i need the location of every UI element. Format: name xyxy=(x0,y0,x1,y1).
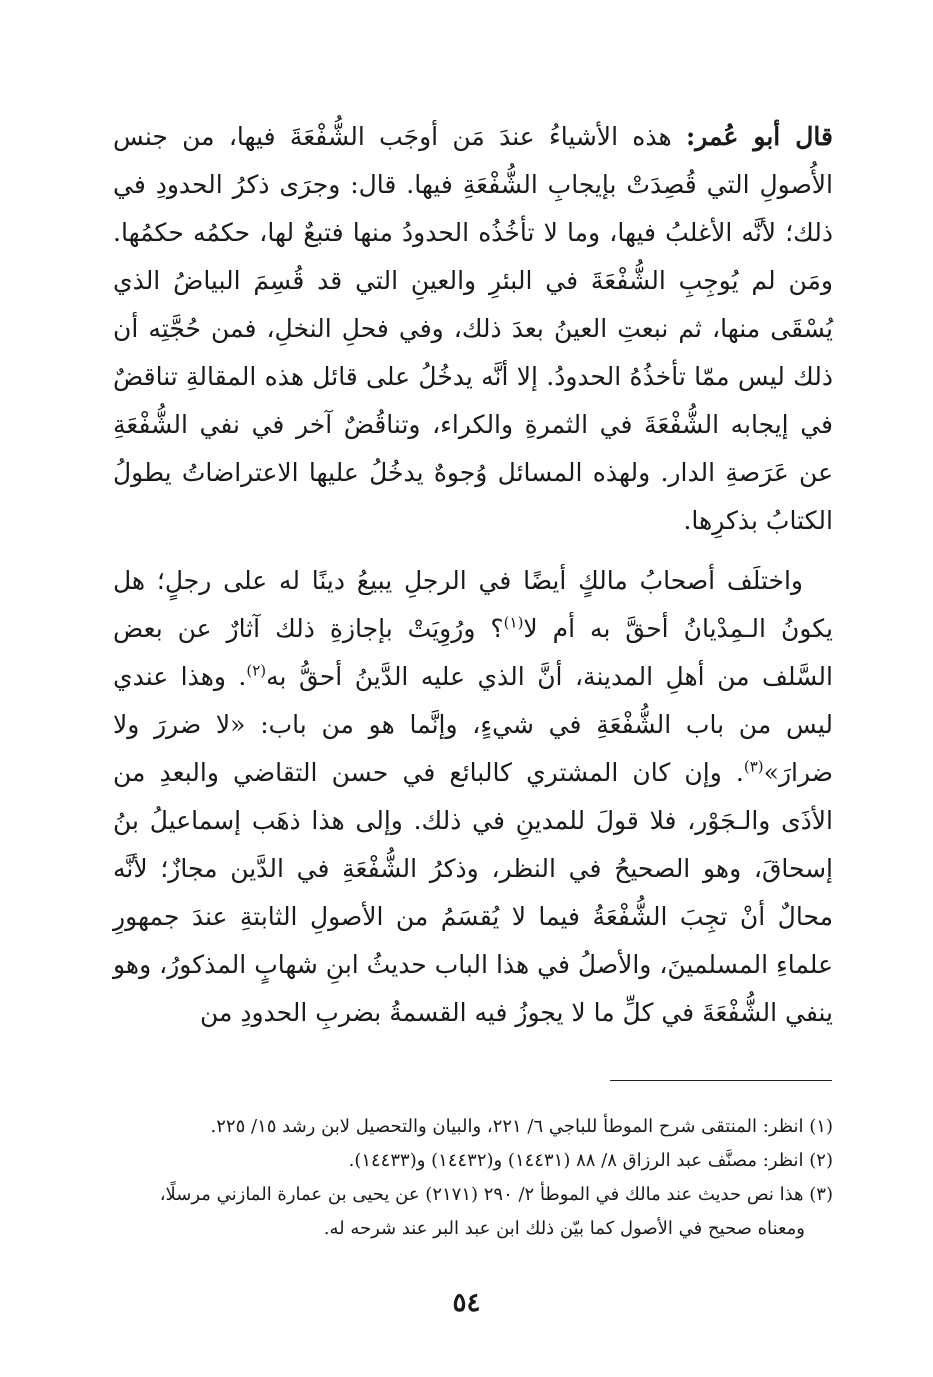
footnote-ref-2[interactable]: (٢) xyxy=(246,661,267,680)
paragraph-2-part-1: واختلَف أصحابُ مالكٍ أيضًا في الرجلِ يبيعُ دينًا له على رجلٍ؛ هل يكونُ الـمِدْيانُ أحقَّ به أم لا xyxy=(113,566,833,643)
footnote-3: (٣) هذا نص حديث عند مالك في الموطأ ٢/ ٢٩٠ (٢١٧١) عن يحيى بن عمارة المازني مرسلًا، xyxy=(159,1184,833,1205)
page-number: ٥٤ xyxy=(452,1288,481,1318)
footnote-ref-3[interactable]: (٣) xyxy=(743,757,764,776)
paragraph-1-text: هذه الأشياءُ عندَ مَن أوجَب الشُّفْعَةَ فيها، من جنس الأُصولِ التي قُصِدَتْ بإيجابِ الشُّفْعَةِ فيها. قال: وجرَى ذكرُ الحدودِ في ذلك؛ لأنَّه الأغلبُ فيها، وما لا تأخُذُه الحدودُ منها فتبعٌ لها، حكمُه حكمُها. ومَن لم يُوجِبِ الشُّفْعَةَ في البئرِ والعينِ التي قد قُسِمَ البياضُ الذي يُسْقَى منها، ثم نبعتِ العينُ بعدَ ذلك، وفي فحلِ النخلِ، فمن حُجَّتِه أن ذلك ليس ممّا تأخذُهُ الحدودُ. إلا أنَّه يدخُلُ على قائل هذه المقالةِ تناقضٌ في إيجابه الشُّفْعَةَ في الثمرةِ والكراء، وتناقُضٌ آخر في نفي الشُّفْعَةِ عن عَرَصةِ الدار. ولهذه المسائل وُجوهٌ يدخُلُ عليها الاعتراضاتُ يطولُ الكتابُ بذكرِها. xyxy=(113,122,833,535)
footnotes xyxy=(78,1110,833,1246)
main-text xyxy=(113,113,833,1037)
paragraph-2-part-4: . وإن كان المشتري كالبائع في حسن التقاضي والبعدِ من الأذَى والـجَوْر، فلا قولَ للمدينِ في ذلك. وإلى هذا ذهَب إسماعيلُ بنُ إسحاقَ، وهو الصحيحُ في النظر، وذكرُ الشُّفْعَةِ في الدَّين مجازٌ؛ لأنَّه محالٌ أنْ تجِبَ الشُّفْعَةُ فيما لا يُقسَمُ من الأصولِ الثابتةِ عندَ جمهورِ علماءِ المسلمينَ، والأصلُ في هذا الباب حديثُ ابنِ شهابٍ المذكورُ، وهو ينفي الشُّفْعَةَ في كلِّ ما لا يجوزُ فيه القسمةُ بضربِ الحدودِ من xyxy=(113,758,833,1027)
footnote-3-continuation: ومعناه صحيح في الأصول كما بيّن ذلك ابن عبد البر عند شرحه له. xyxy=(323,1218,805,1239)
paragraph-2-part-3: . وهذا عندي ليس من باب الشُّفْعَةِ في شيءٍ، وإنَّما هو من باب: «لا ضررَ ولا ضرارَ» xyxy=(113,662,833,787)
paragraph-2-part-2: ؟ ورُوِيَتْ بإجازةِ ذلك آثارٌ عن بعض السَّلف من أهلِ المدينة، أنَّ الذي عليه الدَّينُ أحقُّ به xyxy=(113,614,833,691)
footnote-1: (١) انظر: المنتقى شرح الموطأ للباجي ٦/ ٢٢١، والبيان والتحصيل لابن رشد ١٥/ ٢٢٥. xyxy=(210,1116,833,1137)
footnote-ref-1[interactable]: (١) xyxy=(503,613,524,632)
speaker-label: قال أبو عُمر: xyxy=(685,122,833,151)
paragraph-1 xyxy=(113,113,833,545)
footnote-separator xyxy=(610,1080,832,1081)
paragraph-2 xyxy=(113,557,833,1037)
footnote-2: (٢) انظر: مصنَّف عبد الرزاق ٨/ ٨٨ (١٤٤٣١) و(١٤٤٣٢) و(١٤٤٣٣). xyxy=(348,1150,833,1171)
